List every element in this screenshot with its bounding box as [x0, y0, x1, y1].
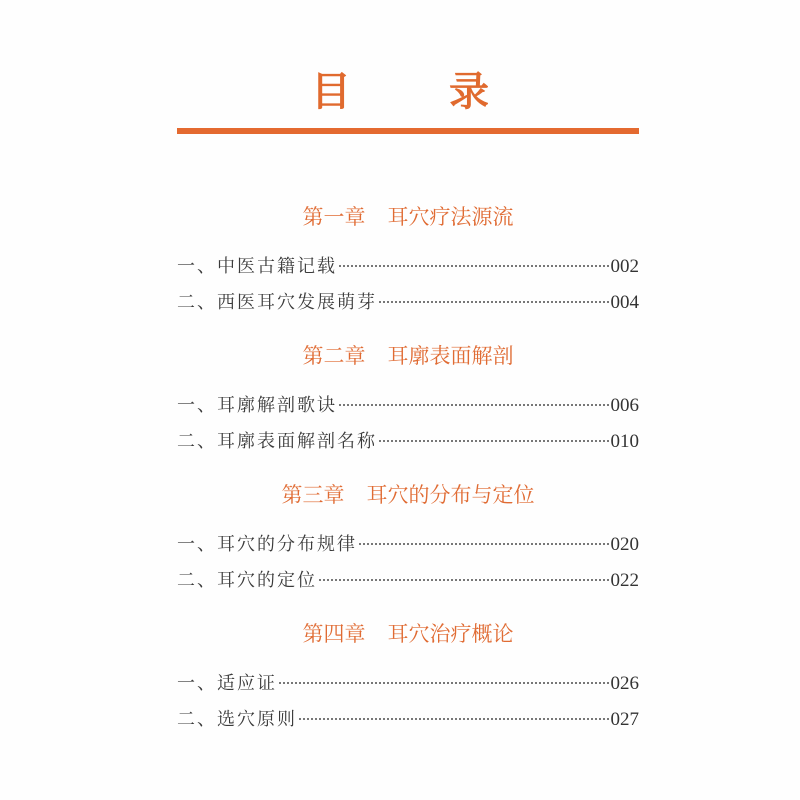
toc-entry[interactable]: [177, 568, 639, 594]
dot-leader: [379, 440, 609, 442]
entry-page-number: 022: [610, 570, 639, 591]
toc-entry[interactable]: [177, 290, 639, 316]
dot-leader: [339, 265, 609, 267]
dot-leader: [319, 579, 609, 581]
chapter-name: 耳廓表面解剖: [387, 344, 514, 368]
dot-leader: [339, 404, 609, 406]
entry-label: 二、耳廓表面解剖名称: [177, 431, 377, 452]
entry-label: 二、西医耳穴发展萌芽: [177, 292, 377, 313]
entry-page-number: 004: [610, 292, 639, 313]
chapter-number: 第二章: [302, 344, 366, 368]
toc-entry[interactable]: [177, 532, 639, 558]
dot-leader: [379, 301, 609, 303]
chapter-heading-3[interactable]: [177, 481, 639, 509]
page-title: 目 录: [311, 69, 531, 115]
chapter-heading-4[interactable]: [177, 620, 639, 648]
chapter-number: 第三章: [281, 483, 345, 507]
entry-label: 二、选穴原则: [177, 709, 297, 730]
title-divider: [177, 128, 639, 134]
toc-entry[interactable]: [177, 393, 639, 419]
entry-page-number: 026: [610, 673, 639, 694]
entry-page-number: 020: [610, 534, 639, 555]
entry-page-number: 010: [610, 431, 639, 452]
dot-leader: [359, 543, 609, 545]
entry-page-number: 006: [610, 395, 639, 416]
toc-entry[interactable]: [177, 254, 639, 280]
entry-label: 一、耳廓解剖歌诀: [177, 395, 337, 416]
chapter-name: 耳穴治疗概论: [387, 622, 514, 646]
entry-label: 二、耳穴的定位: [177, 570, 317, 591]
chapter-number: 第一章: [302, 205, 366, 229]
dot-leader: [279, 682, 609, 684]
chapter-number: 第四章: [302, 622, 366, 646]
chapter-name: 耳穴疗法源流: [387, 205, 514, 229]
entry-page-number: 027: [610, 709, 639, 730]
toc-entry[interactable]: [177, 671, 639, 697]
entry-label: 一、耳穴的分布规律: [177, 534, 357, 555]
dot-leader: [299, 718, 609, 720]
chapter-heading-2[interactable]: [177, 342, 639, 370]
entry-label: 一、适应证: [177, 673, 277, 694]
entry-label: 一、中医古籍记载: [177, 256, 337, 277]
chapter-name: 耳穴的分布与定位: [366, 483, 535, 507]
toc-entry[interactable]: [177, 707, 639, 733]
chapter-heading-1[interactable]: [177, 203, 639, 231]
entry-page-number: 002: [610, 256, 639, 277]
toc-entry[interactable]: [177, 429, 639, 455]
